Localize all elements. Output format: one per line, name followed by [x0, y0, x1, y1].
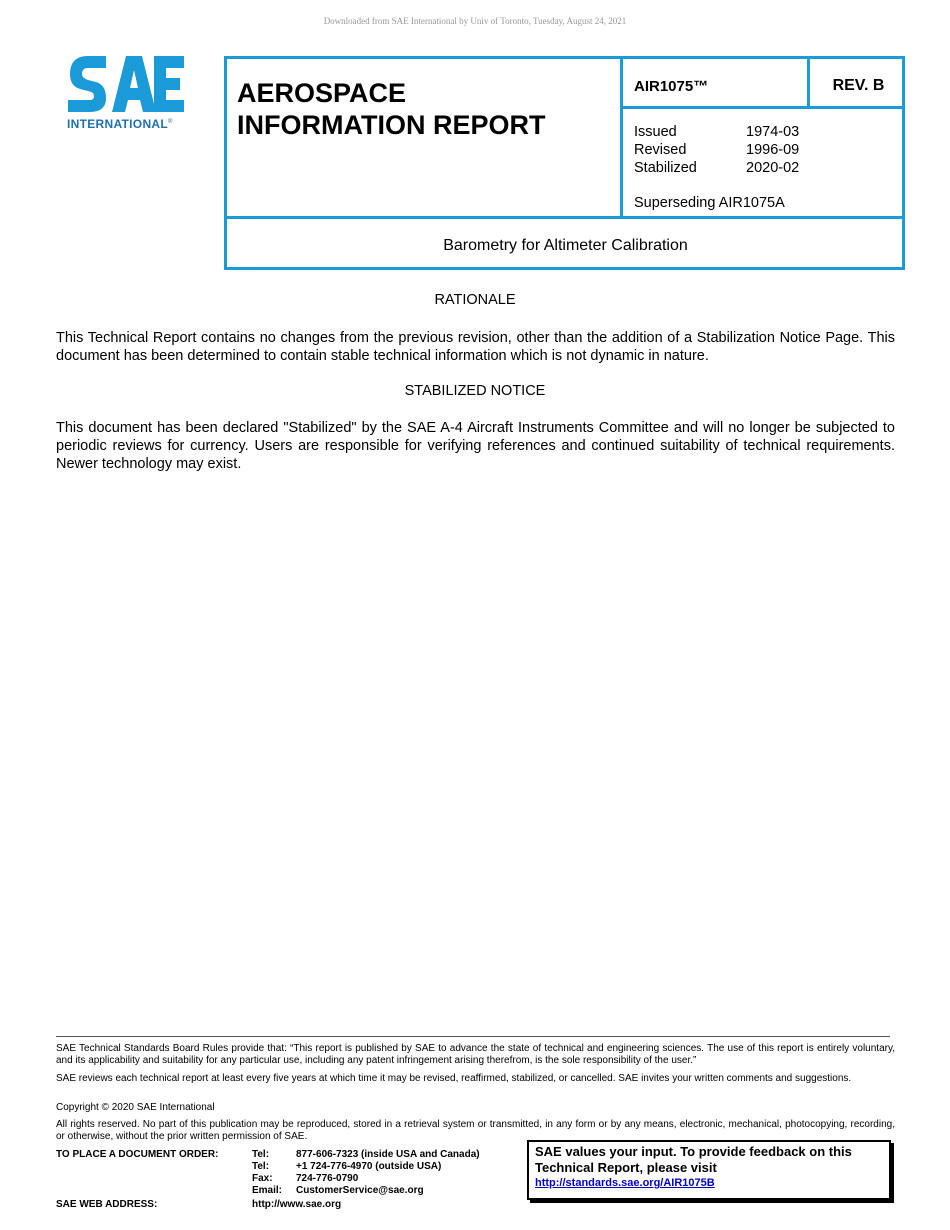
- contact-values: [296, 1149, 480, 1197]
- date-table: [634, 123, 799, 177]
- contact-fax: 724-776-0790: [296, 1173, 359, 1184]
- footer-rights: All rights reserved. No part of this publication may be reproduced, stored in a retrieval system or transmitted, in any form or by any means, electronic, mechanical, photocopying, recording, or otherwise, without the prior written permission of SAE.: [56, 1119, 895, 1142]
- section-heading-rationale: RATIONALE: [434, 292, 516, 308]
- date-label: Stabilized: [634, 160, 697, 176]
- web-address-link[interactable]: http://www.sae.org: [252, 1199, 342, 1210]
- date-label: Issued: [634, 124, 677, 140]
- divider-horizontal-subtitle: [224, 216, 905, 219]
- document-number: AIR1075™: [634, 78, 709, 95]
- contact-email[interactable]: CustomerService@sae.org: [296, 1185, 424, 1196]
- web-address-label: SAE WEB ADDRESS:: [56, 1199, 158, 1210]
- footer-review: SAE reviews each technical report at least every five years at which time it may be revised, reaffirmed, stabilized, or cancelled. SAE invites your written comments and suggestions.: [56, 1073, 852, 1084]
- report-type-line2: INFORMATION REPORT: [237, 110, 546, 140]
- date-value: 1996-09: [746, 142, 800, 158]
- date-label: Revised: [634, 142, 687, 158]
- date-row-issued: [634, 123, 799, 141]
- section-text-stabilized: This document has been declared "Stabilized" by the SAE A-4 Aircraft Instruments Committee and will no longer be subjected to periodic reviews for currency. Users are responsible for verifying references and continued suitability of technical requirements. Newer technology may exist.: [56, 420, 895, 472]
- revision-label: REV. B: [832, 77, 885, 94]
- contact-phone-international: +1 724-776-4970 (outside USA): [296, 1161, 442, 1172]
- contact-key: Tel:: [252, 1161, 270, 1172]
- contact-phone-domestic: 877-606-7323 (inside USA and Canada): [296, 1149, 480, 1160]
- document-title: Barometry for Altimeter Calibration: [443, 237, 688, 254]
- date-value: 1974-03: [746, 124, 800, 140]
- divider-vertical-main: [620, 56, 623, 218]
- contact-key: Tel:: [252, 1149, 270, 1160]
- section-text-rationale: This Technical Report contains no changes from the previous revision, other than the addition of a Stabilization Notice Page. This document has been determined to contain stable technical information which is not dynamic in nature.: [56, 330, 895, 364]
- date-value: 2020-02: [746, 160, 800, 176]
- contact-key: Fax:: [252, 1173, 273, 1184]
- footer-divider: [56, 1036, 890, 1037]
- report-type-line1: AEROSPACE: [237, 78, 407, 108]
- feedback-text: SAE values your input. To provide feedback on this Technical Report, please visit: [535, 1144, 852, 1175]
- order-label: TO PLACE A DOCUMENT ORDER:: [56, 1149, 219, 1160]
- date-row-stabilized: [634, 159, 799, 177]
- divider-horizontal-rev: [620, 106, 905, 109]
- feedback-link[interactable]: http://standards.sae.org/AIR1075B: [535, 1177, 715, 1189]
- contact-keys: [252, 1149, 282, 1197]
- date-row-revised: [634, 141, 799, 159]
- footer-rules: SAE Technical Standards Board Rules provide that: “This report is published by SAE to advance the state of technical and engineering sciences. The use of this report is entirely voluntary, and its applicability and suitability for any particular use, including any patent infringement arising therefrom, is the sole responsibility of the user.”: [56, 1043, 895, 1066]
- section-heading-stabilized: STABILIZED NOTICE: [404, 383, 546, 399]
- superseding-note: Superseding AIR1075A: [634, 195, 785, 211]
- download-notice: Downloaded from SAE International by Univ of Toronto, Tuesday, August 24, 2021: [323, 16, 627, 26]
- logo-subtitle: INTERNATIONAL®: [67, 117, 173, 131]
- divider-vertical-rev: [807, 56, 810, 108]
- footer-copyright: Copyright © 2020 SAE International: [56, 1102, 215, 1113]
- contact-key: Email:: [252, 1185, 283, 1196]
